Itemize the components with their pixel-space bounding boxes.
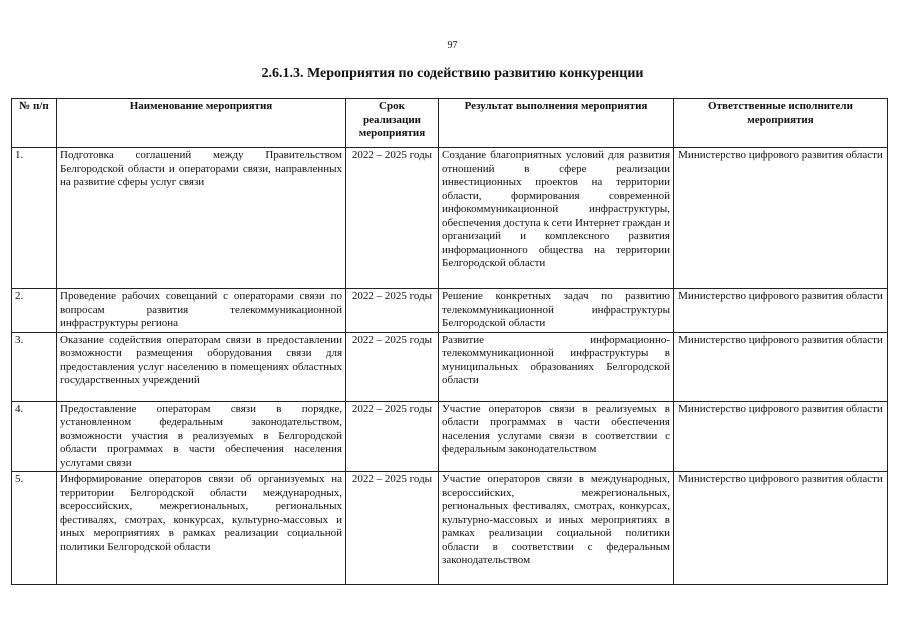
header-term: Срок реализации мероприятия [346,99,439,148]
events-table [11,98,888,585]
row-name: Информирование операторов связи об организуемых на территории Белгородской области международных, всероссийских, межрегиональных, региональных фестивалях, смотрах, конкурсах, культурно-массовых и иных мероприятиях в рамках реализации социальной политики Белгородской области [57,472,346,585]
row-name: Оказание содействия операторам связи в предоставлении возможности размещения оборудования связи для предоставления услуг населению в помещениях областных государственных учреждений [57,332,346,401]
row-responsible: Министерство цифрового развития области [674,332,888,401]
row-result: Создание благоприятных условий для развития отношений в сфере реализации инвестиционных проектов на территории области, формирования современной инфокоммуникационной инфраструктуры, обеспечения доступа к сети Интернет граждан и организаций и комплексного развития информационного общества на территории Белгородской области [439,148,674,289]
table-row [12,148,888,289]
row-num: 5. [12,472,57,585]
row-name: Подготовка соглашений между Правительством Белгородской области и операторами связи, направленных на развитие сферы услуг связи [57,148,346,289]
row-num: 1. [12,148,57,289]
row-term: 2022 – 2025 годы [346,401,439,472]
header-result: Результат выполнения мероприятия [439,99,674,148]
row-term: 2022 – 2025 годы [346,289,439,333]
page-number: 97 [447,40,458,51]
row-result: Решение конкретных задач по развитию телекоммуникационной инфраструктуры Белгородской области [439,289,674,333]
row-result: Участие операторов связи в международных, всероссийских, межрегиональных, региональных фестивалях, смотрах, конкурсах, культурно-массовых и иных мероприятиях в рамках реализации социальной политики области в соответствии с федеральным законодательством [439,472,674,585]
table-row [12,332,888,401]
row-name: Предоставление операторам связи в порядке, установленном федеральным законодательством, возможности участия в реализуемых в Белгородской области программах в части обеспечения населения услугами связи [57,401,346,472]
header-num: № п/п [12,99,57,148]
row-num: 3. [12,332,57,401]
row-term: 2022 – 2025 годы [346,332,439,401]
row-term: 2022 – 2025 годы [346,148,439,289]
header-name: Наименование мероприятия [57,99,346,148]
header-responsible: Ответственные исполнители мероприятия [674,99,888,148]
row-num: 2. [12,289,57,333]
row-responsible: Министерство цифрового развития области [674,289,888,333]
section-title: 2.6.1.3. Мероприятия по содействию развитию конкуренции [261,66,644,81]
row-result: Развитие информационно-телекоммуникационной инфраструктуры в муниципальных образованиях Белгородской области [439,332,674,401]
table-row [12,289,888,333]
row-responsible: Министерство цифрового развития области [674,472,888,585]
row-term: 2022 – 2025 годы [346,472,439,585]
table-row [12,401,888,472]
row-num: 4. [12,401,57,472]
row-name: Проведение рабочих совещаний с операторами связи по вопросам развития телекоммуникационной инфраструктуры региона [57,289,346,333]
row-responsible: Министерство цифрового развития области [674,148,888,289]
row-responsible: Министерство цифрового развития области [674,401,888,472]
row-result: Участие операторов связи в реализуемых в области программах в части обеспечения населения услугами связи в соответствии с федеральным законодательством [439,401,674,472]
table-row [12,472,888,585]
table-header-row [12,99,888,148]
